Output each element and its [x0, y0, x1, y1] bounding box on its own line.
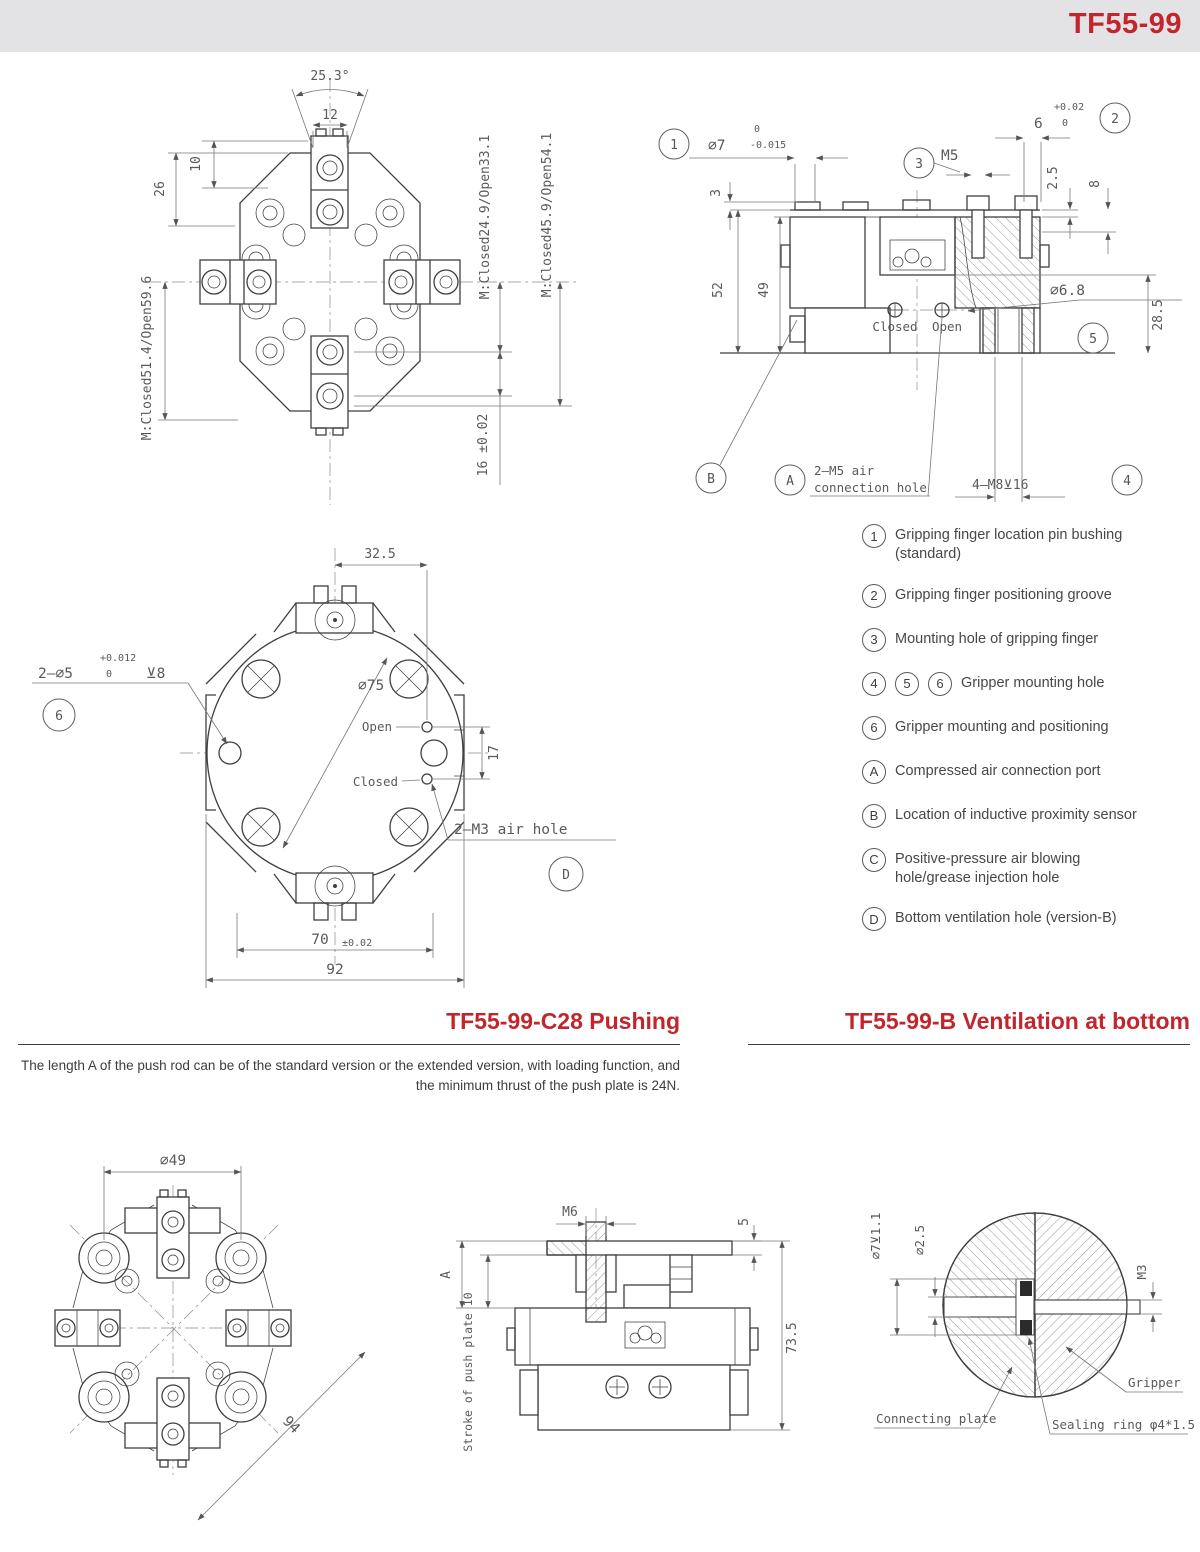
svg-text:4: 4: [1123, 474, 1131, 489]
dim-8: 8: [1088, 180, 1103, 188]
pushing-title: TF55-99-C28 Pushing: [446, 1008, 680, 1034]
dim-73-5: 73.5: [785, 1322, 800, 1354]
hole-tol-upper: +0.012: [100, 653, 137, 664]
legend-item: [862, 760, 1194, 784]
legend-text: Compressed air connection port: [895, 762, 1101, 779]
balloon-1: [659, 129, 689, 159]
svg-text:3: 3: [915, 157, 923, 172]
svg-text:2: 2: [1111, 112, 1119, 127]
dim-49: 49: [757, 282, 772, 298]
balloon-b: [696, 463, 726, 493]
balloon-2: [1100, 103, 1130, 133]
pushing-section-header: [18, 1008, 680, 1045]
top-jaw: [311, 129, 348, 228]
dim-92: 92: [326, 962, 344, 978]
hole-depth: ⊻8: [146, 666, 166, 682]
badge-6b: 6: [862, 716, 886, 740]
balloon-5: [1078, 323, 1108, 353]
bottom-view-figure: [20, 520, 620, 992]
closed-label: Closed: [352, 774, 398, 789]
legend-item: [862, 804, 1194, 828]
dim-70: 70: [311, 932, 329, 948]
pushing-description: The length A of the push rod can be of the standard version or the extended version, with loading function, and the minimum thrust of the push plate is 24N.: [21, 1058, 680, 1093]
page-title: TF55-99: [1068, 8, 1182, 40]
legend-item: [862, 716, 1194, 740]
dim-16: 16 ±0.02: [476, 413, 491, 477]
dim-dia7-depth: ∅7⊻1.1: [868, 1212, 883, 1260]
hole-tol-lower: 0: [106, 669, 113, 680]
balloon-6: [43, 699, 75, 731]
ventilation-detail-figure: [850, 1160, 1200, 1550]
balloon-a: [775, 465, 805, 495]
stroke-label-2: M:Closed45.9/Open54.1: [540, 132, 555, 298]
dim-dia49: ∅49: [159, 1153, 187, 1169]
dim-10: 10: [189, 156, 204, 172]
dim-m6: M6: [562, 1205, 578, 1220]
dia7-tol-lower: -0.015: [750, 140, 787, 151]
closed-label: Closed: [872, 319, 918, 334]
badge-c: C: [862, 848, 886, 872]
svg-text:A: A: [786, 474, 794, 489]
dim6-tol-upper: +0.02: [1054, 102, 1085, 113]
air-hole-note: 2—M3 air hole: [454, 822, 568, 838]
stroke-label-3: M:Closed51.4/Open59.6: [140, 275, 155, 441]
badge-6: 6: [928, 672, 952, 696]
legend-item: [862, 628, 1194, 652]
vent-section: [943, 1213, 1140, 1397]
badge-a: A: [862, 760, 886, 784]
gripper-label: Gripper: [1128, 1375, 1181, 1390]
pushing-front-figure: [30, 1130, 390, 1550]
svg-text:B: B: [707, 472, 715, 487]
dim-dia2-5: ∅2.5: [912, 1224, 927, 1256]
dim-70-tol: ±0.02: [342, 938, 373, 949]
legend-text: Gripper mounting and positioning: [895, 718, 1109, 735]
badge-4: 4: [862, 672, 886, 696]
open-label: Open: [931, 319, 963, 334]
balloon-d: [549, 857, 583, 891]
air-note-line2: connection hole: [814, 480, 927, 495]
push-body: [55, 1190, 291, 1467]
legend-item: [862, 524, 1194, 564]
dim-dia75: ∅75: [358, 678, 385, 694]
dim-52: 52: [711, 282, 726, 298]
connecting-plate-label: Connecting plate: [876, 1411, 997, 1426]
bottom-jaw: [311, 336, 348, 435]
pushing-side-figure: [420, 1180, 820, 1510]
dim-17: 17: [487, 745, 502, 761]
svg-text:1: 1: [670, 138, 678, 153]
legend-text: Positive-pressure air blowing hole/grease injection hole: [895, 850, 1081, 886]
legend-text: Bottom ventilation hole (version-B): [895, 910, 1117, 927]
dim-dia7: ∅7: [708, 138, 726, 154]
open-label: Open: [361, 719, 392, 734]
dim-6: 6: [1034, 116, 1043, 132]
svg-text:6: 6: [55, 709, 63, 724]
svg-text:D: D: [562, 868, 570, 883]
dim-26: 26: [153, 181, 168, 197]
legend-item: [862, 848, 1194, 888]
legend-item: [862, 584, 1194, 608]
dim-a: A: [439, 1271, 454, 1279]
stroke-label-1: M:Closed24.9/Open33.1: [478, 134, 493, 300]
dim-dia-6-8: ∅6.8: [1050, 283, 1085, 299]
dim-angle: 25.3°: [310, 69, 350, 84]
balloon-4: [1112, 465, 1142, 495]
ventilation-title: TF55-99-B Ventilation at bottom: [844, 1008, 1190, 1034]
push-side-body: [507, 1222, 758, 1430]
front-view-figure: [140, 65, 585, 517]
dim-m5: M5: [941, 148, 959, 164]
m8-note: 4—M8⊻16: [972, 478, 1029, 493]
svg-text:5: 5: [1089, 332, 1097, 347]
dim-28-5: 28.5: [1151, 299, 1166, 331]
badge-5: 5: [895, 672, 919, 696]
sealing-ring-label: Sealing ring φ4*1.5: [1052, 1417, 1195, 1432]
side-view-figure: [650, 90, 1195, 512]
dia7-tol-upper: 0: [754, 124, 761, 135]
dim-12: 12: [322, 108, 338, 123]
dim-m3: M3: [1134, 1264, 1149, 1280]
stroke-of-push-plate-label: Stroke of push plate 10: [461, 1292, 475, 1452]
legend: [862, 524, 1194, 951]
legend-item: [862, 907, 1194, 931]
badge-2: 2: [862, 584, 886, 608]
ventilation-section-header: [748, 1008, 1190, 1045]
legend-text: Location of inductive proximity sensor: [895, 806, 1137, 823]
legend-item: [862, 672, 1194, 696]
badge-1: 1: [862, 524, 886, 548]
legend-text: Mounting hole of gripping finger: [895, 630, 1099, 647]
dim-94: 94: [278, 1413, 303, 1438]
header-bar: [0, 0, 1200, 52]
dim-5: 5: [737, 1218, 752, 1226]
dim-3: 3: [709, 189, 724, 197]
dim6-tol-lower: 0: [1062, 118, 1069, 129]
balloon-3: [904, 148, 934, 178]
badge-d: D: [862, 907, 886, 931]
air-note-line1: 2—M5 air: [814, 463, 875, 478]
legend-text: Gripping finger positioning groove: [895, 586, 1112, 603]
dim-32-5: 32.5: [364, 547, 396, 562]
badge-3: 3: [862, 628, 886, 652]
badge-b: B: [862, 804, 886, 828]
dim-2-5: 2.5: [1046, 166, 1061, 190]
legend-text: Gripper mounting hole: [961, 674, 1105, 691]
hole-note: 2—∅5: [38, 666, 73, 682]
legend-text: Gripping finger location pin bushing (standard): [895, 527, 1123, 562]
left-jaw: [200, 260, 276, 304]
right-jaw: [384, 260, 460, 304]
